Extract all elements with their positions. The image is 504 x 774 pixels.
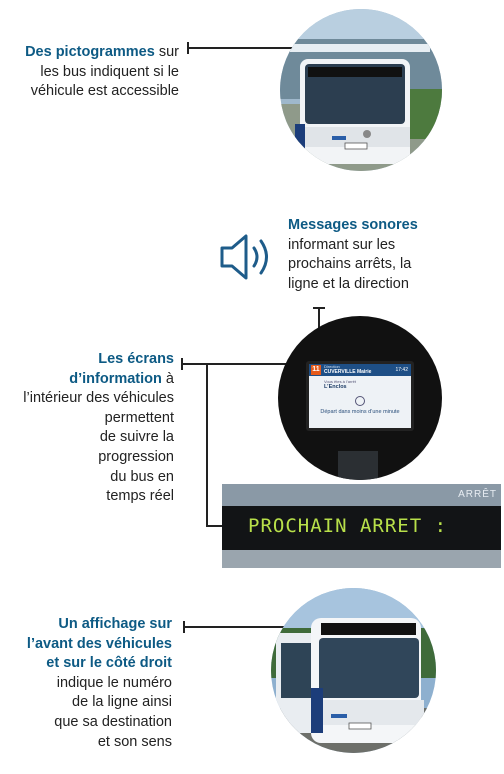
departure-text: Départ dans moins d’une minute bbox=[320, 409, 400, 415]
section-title: l’avant des véhicules bbox=[26, 635, 172, 652]
next-stop-label: Vous êtes à l’arrêt bbox=[324, 379, 357, 384]
section-body-line: permettent bbox=[104, 409, 174, 426]
section-body-line: ligne et la direction bbox=[288, 275, 409, 292]
side-sign: ARRÊT bbox=[458, 489, 497, 500]
section-body-line: prochains arrêts, la bbox=[288, 256, 412, 273]
section-pictogrammes-text bbox=[0, 43, 179, 102]
led-display-photo bbox=[222, 484, 501, 568]
section-title: Des pictogrammes bbox=[25, 44, 155, 60]
section-body-line: que sa destination bbox=[54, 713, 172, 730]
bus-side-photo bbox=[271, 588, 436, 753]
clock-icon bbox=[355, 396, 365, 406]
section-body-inline: à bbox=[165, 370, 174, 387]
direction-value: CUVERVILLE Mairie bbox=[324, 369, 372, 375]
section-body-line: les bus indiquent si le bbox=[40, 63, 179, 80]
section-title: Messages sonores bbox=[288, 217, 418, 233]
section-body-line: véhicule est accessible bbox=[30, 83, 179, 100]
connector-line bbox=[182, 363, 207, 365]
section-ecrans-text bbox=[0, 350, 174, 507]
section-body-line: de suivre la bbox=[99, 429, 174, 446]
next-stop-value: L’Enclos bbox=[324, 384, 347, 390]
section-body-line: temps réel bbox=[106, 488, 174, 505]
bus-front-photo bbox=[280, 9, 442, 171]
section-body-line: de la ligne ainsi bbox=[72, 694, 172, 711]
connector-line bbox=[206, 363, 208, 526]
info-screen bbox=[309, 364, 411, 428]
info-screen-photo bbox=[278, 316, 442, 480]
led-text: PROCHAIN ARRET : bbox=[248, 515, 448, 537]
direction-label: Direction bbox=[324, 364, 340, 369]
section-body-line: l’intérieur des véhicules bbox=[23, 390, 174, 407]
clock-time: 17:42 bbox=[395, 367, 408, 373]
section-body-line: progression bbox=[98, 448, 174, 465]
section-title: Un affichage sur bbox=[58, 616, 172, 632]
section-body-line: informant sur les bbox=[288, 236, 396, 253]
section-title: Les écrans bbox=[98, 351, 174, 367]
section-messages-text bbox=[288, 216, 498, 294]
section-affichage-text bbox=[0, 615, 172, 752]
speaker-icon bbox=[218, 232, 274, 282]
section-body-line: du bus en bbox=[110, 468, 174, 485]
section-title: et sur le côté droit bbox=[46, 655, 172, 672]
section-body-line: et son sens bbox=[97, 733, 172, 750]
line-number-badge: 11 bbox=[312, 366, 320, 373]
section-title: d’information bbox=[69, 370, 162, 387]
section-body-inline: sur bbox=[158, 44, 179, 60]
section-body-line: indique le numéro bbox=[56, 674, 172, 691]
